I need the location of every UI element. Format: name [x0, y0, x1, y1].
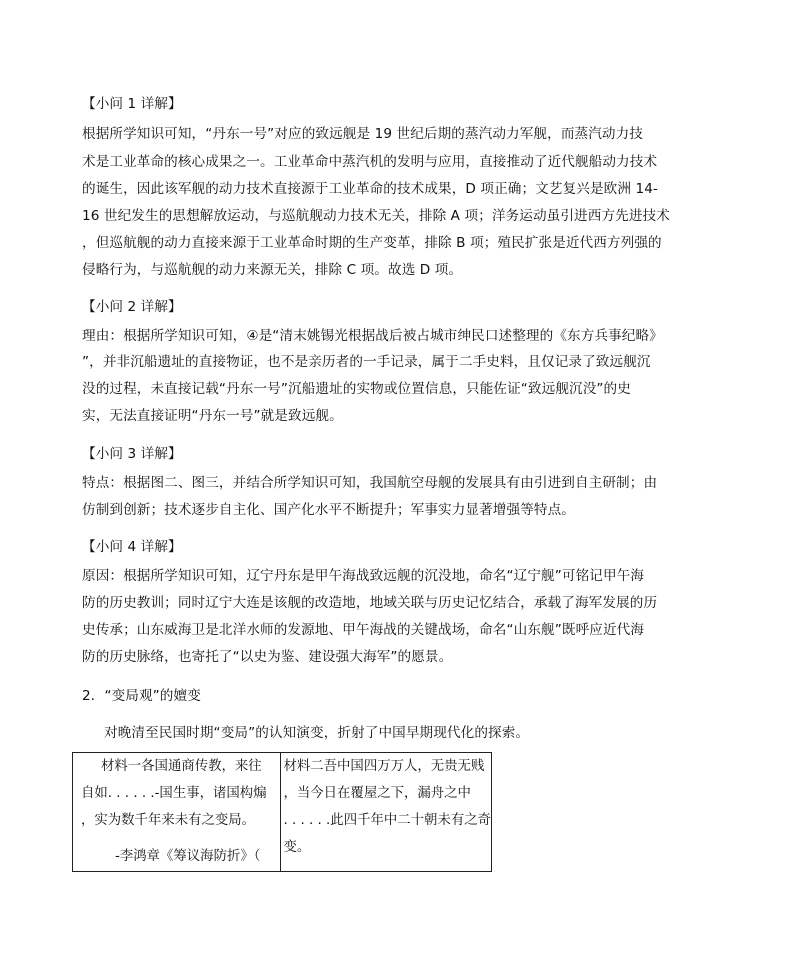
material-2-line-1: 材料二吾中国四万万人，无贵无贱 [283, 759, 485, 774]
material-1-cell [73, 753, 281, 872]
material-1-source: -李鸿章《筹议海防折》（ [115, 849, 261, 864]
section-1-line-4: 16 世纪发生的思想解放运动，与巡航舰动力技术无关，排除 A 项；洋务运动虽引进西方先进技术 [82, 208, 670, 224]
section-1-line-6: 侵略行为，与巡航舰的动力来源无关，排除 C 项。故选 D 项。 [82, 262, 463, 278]
materials-table [72, 752, 492, 872]
section-1-heading: 【小问 1 详解】 [82, 96, 182, 112]
section-2-line-3: 没的过程，未直接记载“丹东一号”沉船遗址的实物或位置信息，只能佐证“致远舰沉没”的史 [82, 381, 631, 397]
question-2-intro: 对晚清至民国时期“变局”的认知演变，折射了中国早期现代化的探索。 [104, 725, 530, 741]
section-2-line-2: ”，并非沉船遗址的直接物证，也不是亲历者的一手记录，属于二手史料，且仅记录了致远舰沉 [82, 354, 651, 370]
material-1-line-3: ，实为数千年来未有之变局。 [81, 813, 256, 828]
material-2-line-3: . . . . . .此四千年中二十朝未有之奇 [283, 813, 491, 828]
section-1-line-5: ，但巡航舰的动力直接来源于工业革命时期的生产变革，排除 B 项；殖民扩张是近代西方列强的 [82, 235, 662, 251]
section-1-line-3: 的诞生，因此该军舰的动力技术直接源于工业革命的技术成果，D 项正确；文艺复兴是欧洲 14- [82, 181, 658, 197]
section-4-heading: 【小问 4 详解】 [82, 539, 182, 555]
section-1-line-1: 根据所学知识可知，“丹东一号”对应的致远舰是 19 世纪后期的蒸汽动力军舰，而蒸汽动力技 [82, 126, 643, 142]
section-3-line-2: 仿制到创新；技术逐步自主化、国产化水平不断提升；军事实力显著增强等特点。 [82, 502, 575, 518]
material-2-line-2: ，当今日在覆屋之下，漏舟之中 [283, 786, 471, 801]
section-4-line-4: 防的历史脉络，也寄托了“以史为鉴、建设强大海军”的愿景。 [82, 649, 453, 665]
section-2-line-4: 实，无法直接证明“丹东一号”就是致远舰。 [82, 408, 343, 424]
material-1-line-2: 自如. . . . . .-国生事，诸国构煽 [81, 786, 267, 801]
section-3-heading: 【小问 3 详解】 [82, 446, 182, 462]
material-1-line-1: 材料一各国通商传教，来往 [101, 759, 262, 774]
question-2-title: 2．“变局观”的嬗变 [82, 688, 201, 704]
section-4-line-1: 原因：根据所学知识可知，辽宁丹东是甲午海战致远舰的沉没地，命名“辽宁舰”可铭记甲午海 [82, 568, 645, 584]
section-2-heading: 【小问 2 详解】 [82, 299, 182, 315]
section-1-line-2: 术是工业革命的核心成果之一。工业革命中蒸汽机的发明与应用，直接推动了近代舰船动力技术 [82, 154, 658, 170]
section-4-line-2: 防的历史教训；同时辽宁大连是该舰的改造地，地域关联与历史记忆结合，承载了海军发展的历 [82, 595, 658, 611]
section-3-line-1: 特点：根据图二、图三，并结合所学知识可知，我国航空母舰的发展具有由引进到自主研制；由 [82, 475, 658, 491]
material-2-cell [281, 753, 492, 872]
section-4-line-3: 史传承；山东威海卫是北洋水师的发源地、甲午海战的关键战场，命名“山东舰”既呼应近代海 [82, 622, 645, 638]
material-2-line-4: 变。 [283, 840, 311, 855]
section-2-line-1: 理由：根据所学知识可知，④是“清末姚锡光根据战后被占城市绅民口述整理的《东方兵事纪略》 [82, 328, 663, 344]
